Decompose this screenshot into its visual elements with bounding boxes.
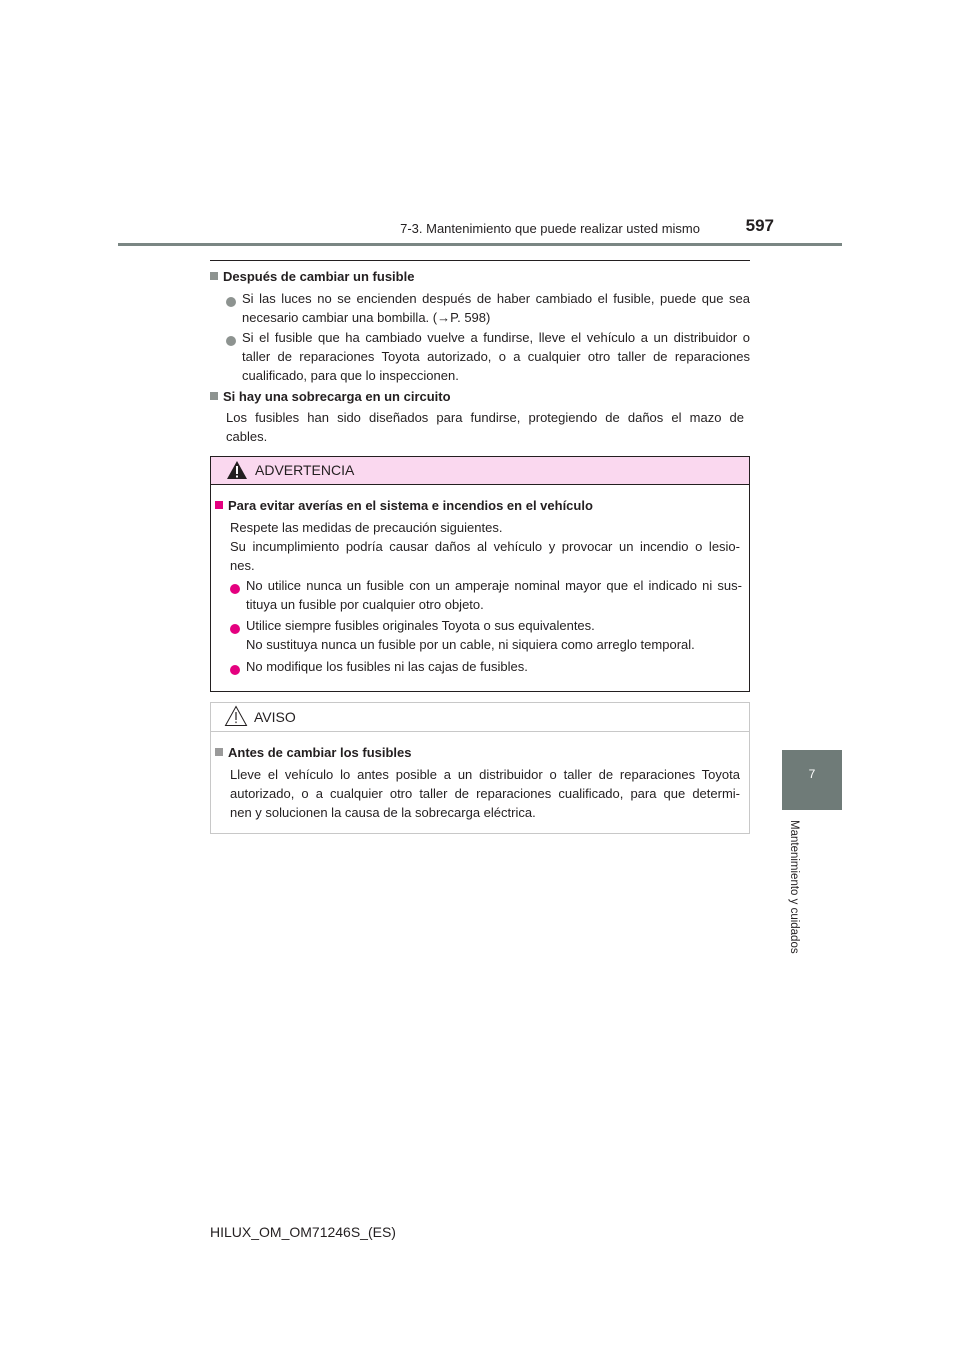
heading-square-icon bbox=[215, 748, 223, 756]
warning-bullet: No modifique los fusibles ni las cajas de fusibles. bbox=[230, 657, 742, 680]
warning-bullet: No utilice nunca un fusible con un amperaje nominal mayor que el indicado ni sus- tituya un fusible por cualquier otro objeto. bbox=[230, 576, 742, 614]
overload-text: Los fusibles han sido diseñados para fundirse, protegiendo de daños el mazo de cables. bbox=[226, 410, 744, 444]
bullet-item: Si el fusible que ha cambiado vuelve a fundirse, lleve el vehículo a un distribuidor o taller de reparaciones Toyota autorizado, o a cualquier otro taller de reparaciones cualificado, para que lo inspeccionen. bbox=[226, 328, 750, 385]
section-heading-overload: Si hay una sobrecarga en un circuito bbox=[210, 389, 451, 404]
bullet-dot-icon bbox=[230, 624, 240, 634]
chapter-number: 7 bbox=[808, 767, 816, 781]
bullet-item: Si las luces no se encienden después de haber cambiado el fusible, puede que sea necesario cambiar una bombilla. (→P. 598) bbox=[226, 289, 750, 327]
notice-heading: Antes de cambiar los fusibles bbox=[215, 745, 412, 760]
document-footer: HILUX_OM_OM71246S_(ES) bbox=[210, 1224, 396, 1240]
bullet-dot-icon bbox=[230, 665, 240, 675]
heading-square-icon bbox=[210, 392, 218, 400]
warning-triangle-icon bbox=[226, 460, 248, 480]
heading-square-icon bbox=[215, 501, 223, 509]
notice-text: Lleve el vehículo lo antes posible a un distribuidor o taller de reparaciones Toyota autorizado, o a cualquier otro taller de reparaciones cualificado, para que determi- nen y solucionen la causa de la sobrecarga eléctrica. bbox=[230, 767, 740, 820]
warning-heading: Para evitar averías en el sistema e incendios en el vehículo bbox=[215, 498, 593, 513]
section-rule bbox=[210, 260, 750, 261]
header-rule bbox=[118, 243, 842, 246]
warning-header bbox=[211, 457, 749, 485]
heading-square-icon bbox=[210, 272, 218, 280]
warning-bullet: Utilice siempre fusibles originales Toyota o sus equivalentes. No sustituya nunca un fusible por un cable, ni siquiera como arreglo temporal. bbox=[230, 616, 742, 654]
bullet-dot-icon bbox=[226, 336, 236, 346]
bullet-dot-icon bbox=[230, 584, 240, 594]
section-heading-after-fuse: Después de cambiar un fusible bbox=[210, 269, 414, 284]
caution-triangle-icon bbox=[224, 705, 248, 727]
bullet-dot-icon bbox=[226, 297, 236, 307]
page-number: 597 bbox=[745, 216, 774, 235]
warning-title: ADVERTENCIA bbox=[255, 462, 355, 478]
notice-title: AVISO bbox=[254, 709, 296, 725]
notice-separator bbox=[211, 731, 749, 732]
header-section-title: 7-3. Mantenimiento que puede realizar usted mismo bbox=[400, 221, 700, 236]
chapter-label: Mantenimiento y cuidados bbox=[788, 820, 800, 954]
warning-intro: Respete las medidas de precaución siguientes. Su incumplimiento podría causar daños al vehículo y provocar un incendio o lesio- nes. bbox=[230, 520, 740, 573]
chapter-label-container bbox=[780, 820, 812, 990]
